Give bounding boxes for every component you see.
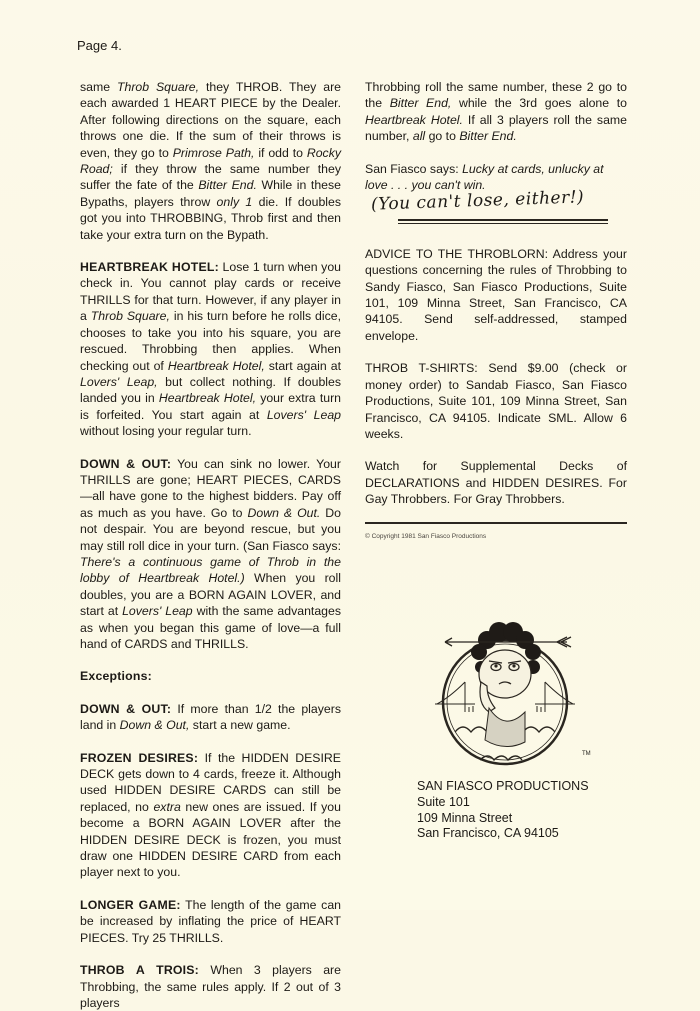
- section-heading: LONGER GAME:: [80, 897, 181, 912]
- section-heading: FROZEN DESIRES:: [80, 750, 199, 765]
- double-rule-divider: [398, 219, 608, 224]
- throb-a-trois-section: THROB A TROIS: When 3 players are Throbbing, the same rules apply. If 2 out of 3 players: [80, 963, 341, 1010]
- supplemental-decks-paragraph: Watch for Supplemental Decks of DECLARATIONS and HIDDEN DESIRES. For Gay Throbbers. For Gray Throbbers.: [365, 459, 627, 507]
- company-address: [417, 779, 589, 842]
- address-suite: Suite 101: [417, 794, 470, 809]
- address-street: 109 Minna Street: [417, 810, 513, 825]
- trademark-mark: TM: [582, 751, 591, 757]
- copyright-notice: © Copyright 1981 San Fiasco Productions: [365, 532, 487, 540]
- frozen-desires-section: FROZEN DESIRES: If the HIDDEN DESIRE DECK gets down to 4 cards, freeze it. Although used HIDDEN DESIRE CARDS can still be replaced, no extra new ones are issued. If you become a BORN AGAIN LOVER after the HIDDEN DESIRE DECK is frozen, you must draw one HIDDEN DESIRE CARD from each player next to you.: [80, 750, 341, 880]
- longer-game-section: LONGER GAME: The length of the game can be increased by inflating the price of HEART PIECES. Try 25 THRILLS.: [80, 897, 341, 945]
- throbbing-rules-paragraph: same Throb Square, they THROB. They are each awarded 1 HEART PIECE by the Dealer. After following directions on the square, each throws one die. If the sum of their throws is even, they go to Primrose Path, if odd to Rocky Road; if they throw the same number they suffer the fate of the Bitter End. While in these Bypaths, players throw only 1 die. If doubles got you into THROBBING, Throb first and then take your extra turn on the Bypath.: [80, 80, 342, 242]
- right-column: [365, 79, 627, 541]
- section-heading: THROB A TROIS:: [80, 963, 199, 978]
- exceptions-heading: Exceptions:: [80, 669, 152, 684]
- san-fiasco-says-quote: San Fiasco says: Lucky at cards, unlucky at love . . . you can't win.(You can't lose, either!): [365, 161, 604, 216]
- tshirts-paragraph: THROB T-SHIRTS: Send $9.00 (check or money order) to Sandab Fiasco, San Fiasco Productions, Suite 101, 109 Minna Street, San Francisco, CA 94105. Indicate SML. Allow 6 weeks.: [365, 361, 627, 441]
- rule-divider: [365, 522, 627, 524]
- exception-down-and-out: DOWN & OUT: If more than 1/2 the players land in Down & Out, start a new game.: [80, 701, 341, 733]
- page-number: Page 4.: [77, 38, 122, 53]
- heartbreak-hotel-section: HEARTBREAK HOTEL: Lose 1 turn when you check in. You cannot play cards or receive THRILLS for that turn. However, if any player in a Throb Square, in his turn before he rolls dice, chooses to take you into his square, you are rescued. Throbbing then applies. When checking out of Heartbreak Hotel, start again at Lovers' Leap, but collect nothing. If doubles landed you in Heartbreak Hotel, your extra turn is forfeited. You start again at Lovers' Leap without losing your regular turn.: [80, 260, 342, 439]
- down-and-out-section: DOWN & OUT: You can sink no lower. Your THRILLS are gone; HEART PIECES, CARDS—all have gone to the highest bidders. Pay off as much as you have. Go to Down & Out. Do not despair. You are beyond rescue, but you may still roll dice in your turn. (San Fiasco says: There's a continuous game of Throb in the lobby of Heartbreak Hotel.) When you roll doubles, you are a BORN AGAIN LOVER, and start at Lovers' Leap with the same advantages as when you began this game of love—a full hand of CARDS and THRILLS.: [80, 456, 342, 651]
- address-city: San Francisco, CA 94105: [417, 826, 559, 841]
- section-heading: HEARTBREAK HOTEL:: [80, 260, 219, 275]
- throb-a-trois-continued: Throbbing roll the same number, these 2 go to the Bitter End, while the 3rd goes alone to Heartbreak Hotel. If all 3 players roll the same number, all go to Bitter End.: [365, 80, 627, 144]
- handwritten-quip: (You can't lose, either!): [370, 187, 585, 216]
- address-company-name: SAN FIASCO PRODUCTIONS: [417, 779, 589, 793]
- advice-paragraph: ADVICE TO THE THROBLORN: Address your questions concerning the rules of Throbbing to Sandy Fiasco, San Fiasco Productions, Suite 101, 109 Minna Street, San Francisco, CA 94105. Send self-addressed, stamped envelope.: [365, 246, 627, 343]
- section-heading: DOWN & OUT:: [80, 456, 172, 471]
- section-heading: DOWN & OUT:: [80, 701, 172, 716]
- cupid-cherub-logo-icon: [425, 612, 585, 772]
- left-column: [80, 79, 341, 1011]
